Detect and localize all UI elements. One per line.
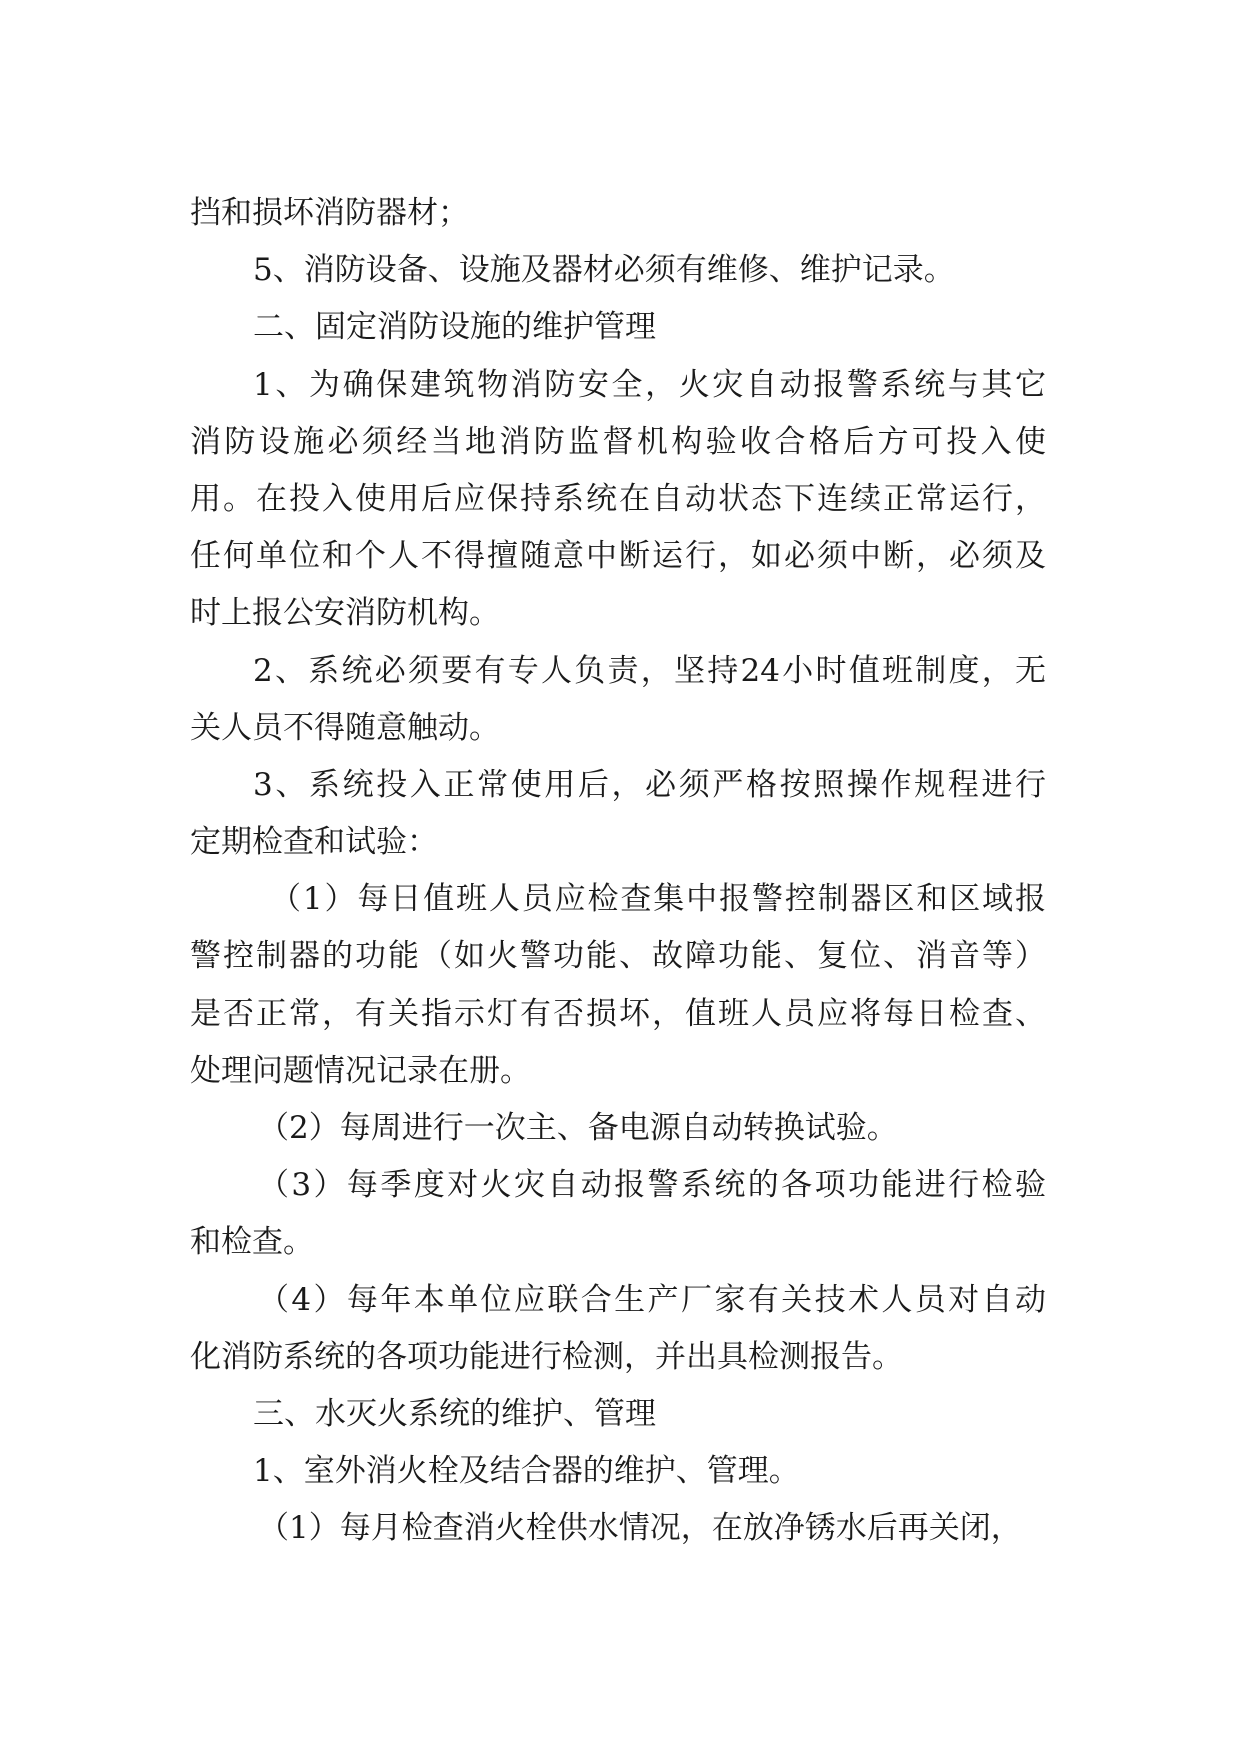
paragraph-line: 警控制器的功能（如火警功能、故障功能、复位、消音等） xyxy=(190,938,1046,975)
section-heading: 二、固定消防设施的维护管理 xyxy=(253,309,656,346)
paragraph-line: （4）每年本单位应联合生产厂家有关技术人员对自动 xyxy=(258,1281,1046,1318)
paragraph-line: 化消防系统的各项功能进行检测，并出具检测报告。 xyxy=(190,1338,903,1375)
paragraph-line: 关人员不得随意触动。 xyxy=(190,709,500,746)
paragraph-line: 1、为确保建筑物消防安全，火灾自动报警系统与其它 xyxy=(253,366,1046,403)
paragraph-line: （1）每日值班人员应检查集中报警控制器区和区域报 xyxy=(270,881,1046,918)
paragraph-line: 2、系统必须要有专人负责，坚持24小时值班制度，无 xyxy=(253,652,1046,689)
paragraph-line: 是否正常，有关指示灯有否损坏，值班人员应将每日检查、 xyxy=(190,995,1046,1032)
document-body xyxy=(190,185,1046,1558)
paragraph-line: 1、室外消火栓及结合器的维护、管理。 xyxy=(253,1453,800,1490)
paragraph-line: 时上报公安消防机构。 xyxy=(190,595,500,632)
paragraph-line: （2）每周进行一次主、备电源自动转换试验。 xyxy=(258,1110,898,1146)
paragraph-line: 用。在投入使用后应保持系统在自动状态下连续正常运行， xyxy=(190,480,1046,517)
paragraph-line: 3、系统投入正常使用后，必须严格按照操作规程进行 xyxy=(253,766,1046,803)
paragraph-line: 定期检查和试验： xyxy=(190,824,438,861)
paragraph-line: （3）每季度对火灾自动报警系统的各项功能进行检验 xyxy=(258,1167,1046,1204)
paragraph-line: 5、消防设备、设施及器材必须有维修、维护记录。 xyxy=(253,252,955,289)
section-heading: 三、水灭火系统的维护、管理 xyxy=(253,1395,656,1432)
paragraph-line: 挡和损坏消防器材； xyxy=(190,195,469,231)
paragraph-line: （1）每月检查消火栓供水情况，在放净锈水后再关闭， xyxy=(258,1510,1022,1547)
paragraph-line: 任何单位和个人不得擅随意中断运行，如必须中断，必须及 xyxy=(190,538,1046,575)
paragraph-line: 和检查。 xyxy=(190,1224,314,1261)
paragraph-line: 处理问题情况记录在册。 xyxy=(190,1052,531,1089)
paragraph-line: 消防设施必须经当地消防监督机构验收合格后方可投入使 xyxy=(190,423,1046,460)
